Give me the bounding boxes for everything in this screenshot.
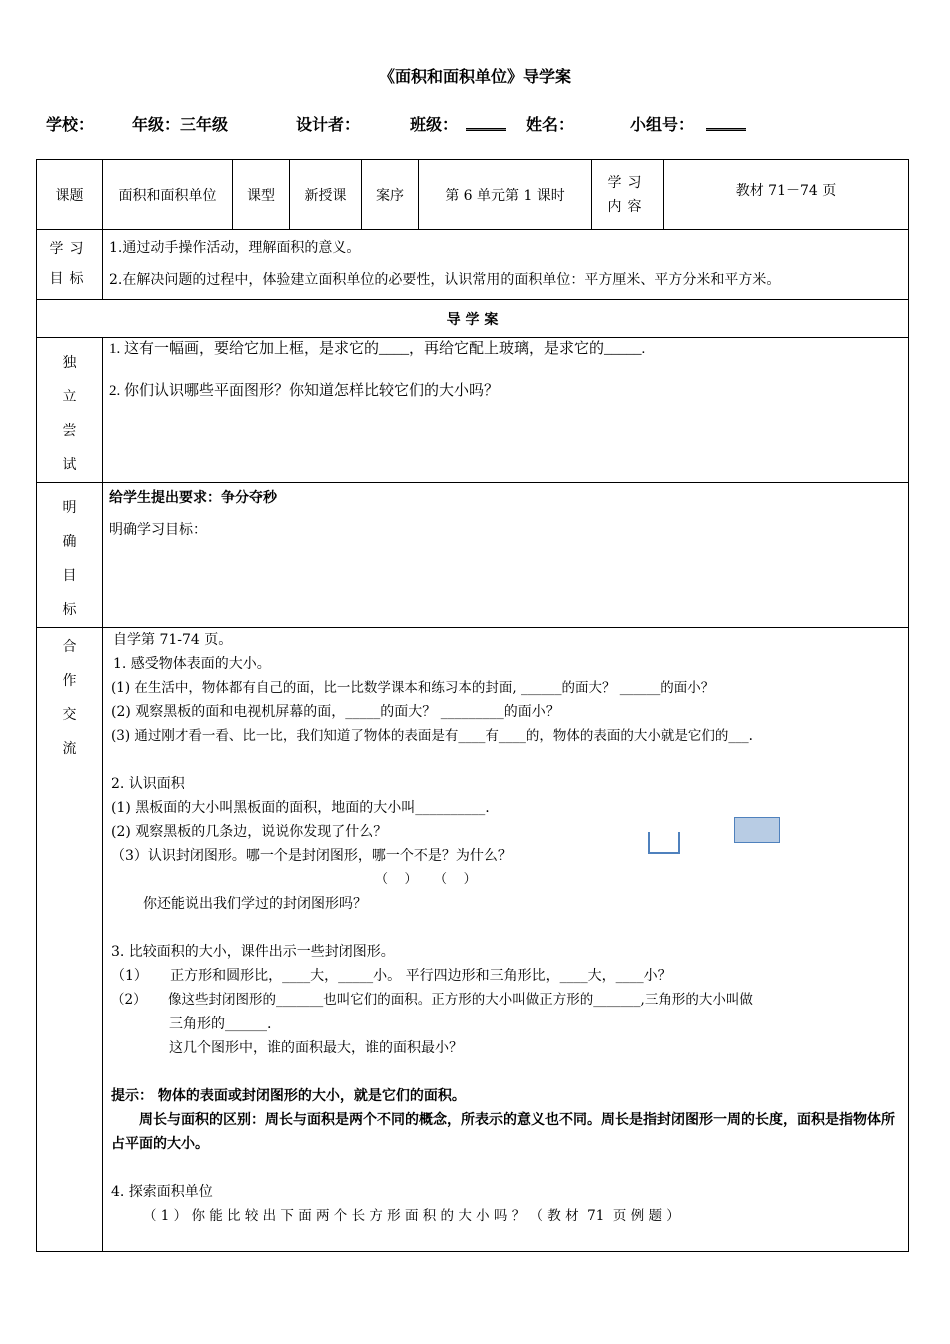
objectives-label: 明 确 目 标 <box>37 483 103 628</box>
text-line: (1) 在生活中，物体都有自己的面，比一比数学课本和练习本的封面, ______的面大？ ______的面小？ <box>111 680 715 696</box>
hint-paragraph: 周长与面积的区别：周长与面积是两个不同的概念，所表示的意义也不同。周长是指封闭图形一周的长度，面积是指物体所占平面的大小。 <box>111 1112 895 1152</box>
goal-item: 2.在解决问题的过程中，体验建立面积单位的必要性，认识常用的面积单位：平方厘米、平方分米和平方米。 <box>109 272 781 288</box>
text-line: (2) 观察黑板的几条边，说说你发现了什么？ <box>111 824 388 840</box>
text-line: 3. 比较面积的大小，课件出示一些封闭图形。 <box>111 944 395 960</box>
topic-value: 面积和面积单位 <box>103 160 233 230</box>
text-line: 4. 探索面积单位 <box>111 1184 213 1200</box>
text-line: 三角形的______. <box>169 1016 272 1032</box>
header-row <box>37 160 909 230</box>
section-title-row <box>37 300 909 338</box>
content-label: 学习内容 <box>592 160 664 230</box>
blank-line <box>103 916 908 940</box>
class-label: 班级： <box>410 115 459 134</box>
question-2: 2. 你们认识哪些平面图形？你知道怎样比较它们的大小吗？ <box>109 383 500 399</box>
type-value: 新授课 <box>290 160 362 230</box>
closed-rectangle-figure <box>734 817 780 843</box>
text-line: 你还能说出我们学过的封闭图形吗？ <box>143 896 367 912</box>
type-label: 课型 <box>233 160 290 230</box>
goals-content <box>103 230 909 300</box>
order-label: 案序 <box>362 160 419 230</box>
independent-label: 独 立 尝 试 <box>37 338 103 483</box>
goals-row <box>37 230 909 300</box>
cooperate-content <box>103 628 909 1252</box>
section-title: 导 学 案 <box>37 300 909 338</box>
page-title: 《面积和面积单位》导学案 <box>378 67 571 86</box>
text-line: （2） 像这些封闭图形的_______也叫它们的面积。正方形的大小叫做正方形的_______,三角形的大小叫做 <box>111 992 753 1008</box>
cooperate-label: 合 作 交 流 <box>37 628 103 1252</box>
text-line: (3) 通过刚才看一看、比一比，我们知道了物体的表面是有____有____的，物体的表面的大小就是它们的___. <box>111 728 753 744</box>
objective-line: 明确学习目标： <box>109 522 207 538</box>
group-blank: _____ <box>706 112 746 131</box>
objectives-content <box>103 483 909 628</box>
topic-label: 课题 <box>37 160 103 230</box>
independent-row <box>37 338 909 483</box>
grade-label: 年级：三年级 <box>132 115 229 134</box>
lesson-table <box>36 159 909 1252</box>
school-label: 学校： <box>46 115 95 134</box>
text-line: （3）认识封闭图形。哪一个是封闭图形，哪一个不是？为什么？ <box>111 848 512 864</box>
cooperate-row <box>37 628 909 1252</box>
blank-line <box>103 748 908 772</box>
class-blank: _____ <box>466 112 506 131</box>
text-line: （ 1 ） 你 能 比 较 出 下 面 两 个 长 方 形 面 积 的 大 小 吗 ？ （ 教 材 71 页 例 题 ） <box>143 1208 680 1224</box>
order-value: 第 6 单元第 1 课时 <box>419 160 592 230</box>
blank-line <box>103 1156 908 1180</box>
open-shape-figure <box>648 832 680 854</box>
name-label: 姓名： <box>526 115 575 134</box>
text-line: (1) 黑板面的大小叫黑板面的面积，地面的大小叫__________. <box>111 800 490 816</box>
requirement-line: 给学生提出要求：争分夺秒 <box>109 490 277 506</box>
text-line: 自学第 71-74 页。 <box>113 632 233 648</box>
text-line: (2) 观察黑板的面和电视机屏幕的面，_____的面大？ _________的面小？ <box>111 704 560 720</box>
content-value: 教材 71－74 页 <box>664 160 909 230</box>
designer-label: 设计者： <box>296 115 361 134</box>
goal-item: 1.通过动手操作活动，理解面积的意义。 <box>109 240 361 256</box>
text-line: 2. 认识面积 <box>111 776 185 792</box>
group-label: 小组号： <box>630 115 695 134</box>
text-line: （1） 正方形和圆形比，____大，_____小。 平行四边形和三角形比，____大，____小？ <box>111 968 672 984</box>
objectives-row <box>37 483 909 628</box>
goals-label: 学习目标 <box>37 230 103 300</box>
independent-content <box>103 338 909 483</box>
blank-line <box>103 1060 908 1084</box>
answer-brackets: （ ） （ ） <box>375 872 477 887</box>
text-line: 这几个图形中，谁的面积最大，谁的面积最小？ <box>169 1040 463 1056</box>
question-1: 1. 这有一幅画，要给它加上框，是求它的____，再给它配上玻璃，是求它的_____. <box>109 341 646 357</box>
hint-line: 提示： 物体的表面或封闭图形的大小，就是它们的面积。 <box>111 1088 466 1104</box>
text-line: 1. 感受物体表面的大小。 <box>113 656 271 672</box>
